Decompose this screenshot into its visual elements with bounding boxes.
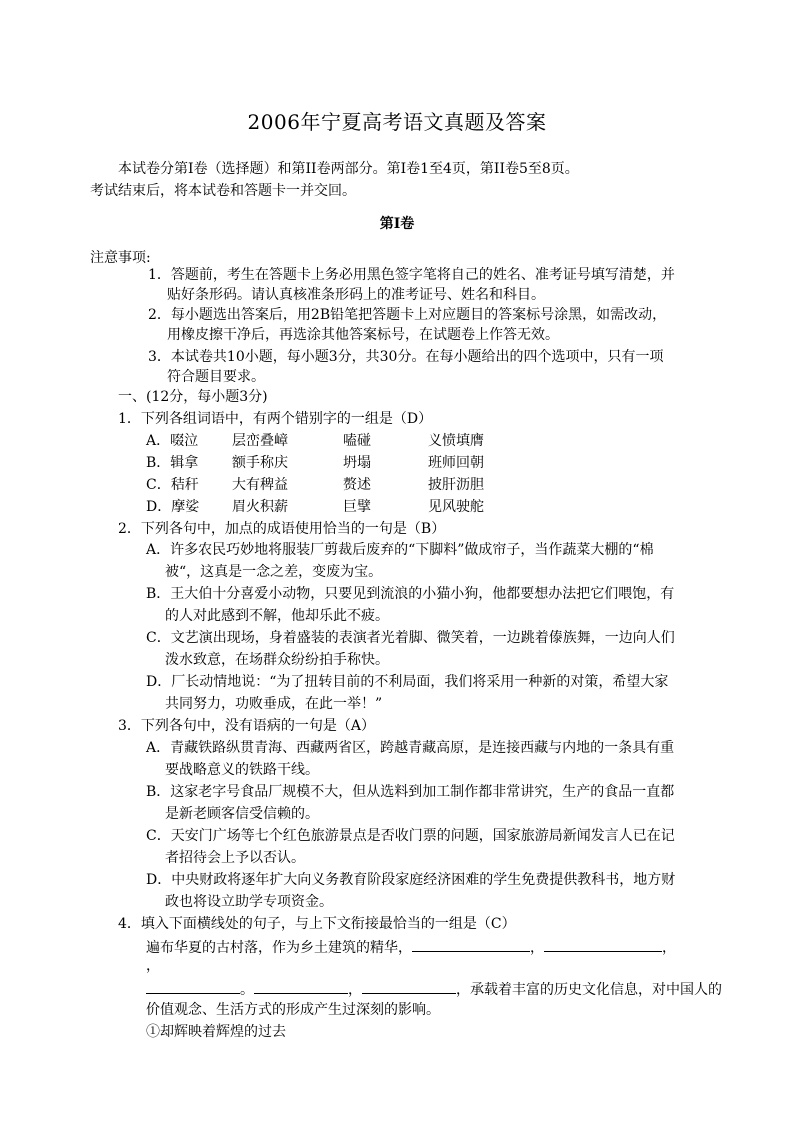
- q2-option-a-line-2: 被“，这真是一念之差，变废为宝。: [165, 564, 383, 580]
- q4-text-line-4: 价值观念、生活方式的形成产生过深刻的影响。: [146, 1002, 440, 1018]
- q3-option-d-line-1: D．中央财政将逐年扩大向义务教育阶段家庭经济困难的学生免费提供教科书，地方财: [146, 872, 676, 888]
- note-1-line-2: 贴好条形码。请认真核准条形码上的准考证号、姓名和科目。: [167, 287, 545, 303]
- answer-blank-2: [544, 935, 662, 952]
- question-4: 4．填入下面横线处的句子，与上下文衔接最恰当的一组是（C）: [118, 916, 516, 932]
- q4-stray-comma: ，: [146, 958, 160, 974]
- q1-option-a-word-4: 义愤填膺: [428, 433, 484, 449]
- q4-text-line-1: [146, 935, 676, 959]
- q2-option-a-line-1: A．许多农民巧妙地将服装厂剪裁后废弃的“下脚料”做成帘子，当作蔬菜大棚的“棉: [146, 542, 654, 558]
- q1-option-d-word-3: 巨擘: [343, 499, 371, 515]
- question-3: 3．下列各句中，没有语病的一句是（A）: [118, 718, 376, 734]
- intro-line-2: 考试结束后，将本试卷和答题卡一并交回。: [90, 183, 356, 199]
- q4-text-line-3: [146, 977, 722, 1001]
- note-1-line-1: 1．答题前，考生在答题卡上务必用黑色签字笔将自己的姓名、准考证号填写清楚，并: [148, 267, 675, 283]
- q3-option-a-line-1: A．青藏铁路纵贯青海、西藏两省区，跨越青藏高原，是连接西藏与内地的一条具有重: [146, 740, 675, 756]
- section-1-heading: 一、(12分，每小题3分): [118, 389, 268, 405]
- q4-comma-2: ，: [662, 940, 676, 956]
- q1-option-b-word-1: B．辑拿: [146, 455, 199, 471]
- q1-option-c-word-4: 披肝沥胆: [428, 477, 484, 493]
- answer-blank-3: [146, 977, 240, 994]
- q3-option-b-line-1: B．这家老字号食品厂规模不大，但从选料到加工制作都非常讲究，生产的食品一直都: [146, 784, 675, 800]
- answer-blank-4: [254, 977, 348, 994]
- intro-line-1: 本试卷分第Ⅰ卷（选择题）和第II卷两部分。第Ⅰ卷1至4页，第II卷5至8页。: [118, 161, 579, 177]
- q1-option-d-word-4: 见风驶舵: [428, 499, 484, 515]
- q3-option-c-line-2: 者招待会上予以否认。: [165, 850, 305, 866]
- q4-comma-3: ，: [348, 982, 362, 998]
- q3-option-b-line-2: 是新老顾客信受信赖的。: [165, 806, 319, 822]
- q1-option-a-word-3: 嗑碰: [343, 433, 371, 449]
- note-2-line-1: 2．每小题选出答案后，用2B铅笔把答题卡上对应题目的答案标号涂黑，如需改动，: [148, 307, 667, 323]
- q1-option-b-word-3: 坍塌: [343, 455, 371, 471]
- q1-option-a-word-1: A．啜泣: [146, 433, 199, 449]
- q1-option-b-word-4: 班师回朝: [428, 455, 484, 471]
- q1-option-d-word-1: D．摩娑: [146, 499, 200, 515]
- q2-option-b-line-1: B．王大伯十分喜爱小动物，只要见到流浪的小猫小狗，他都要想办法把它们喂饱，有: [146, 586, 675, 602]
- note-2-line-2: 用橡皮擦干净后，再选涂其他答案标号，在试题卷上作答无效。: [167, 327, 559, 343]
- q1-option-c-word-3: 赘述: [343, 477, 371, 493]
- answer-blank-1: [412, 935, 530, 952]
- volume-heading: 第Ⅰ卷: [379, 216, 415, 232]
- q4-comma-1: ，: [530, 940, 544, 956]
- q1-option-b-word-2: 额手称庆: [232, 455, 288, 471]
- q2-option-c-line-1: C．文艺演出现场，身着盛装的表演者光着脚、微笑着，一边跳着傣族舞，一边向人们: [146, 630, 675, 646]
- q3-option-d-line-2: 政也将设立助学专项资金。: [165, 894, 333, 910]
- q1-option-c-word-1: C．秸秆: [146, 477, 199, 493]
- q1-option-c-word-2: 大有稗益: [232, 477, 288, 493]
- document-title: 2006年宁夏高考语文真题及答案: [247, 110, 547, 134]
- q3-option-a-line-2: 要战略意义的铁路干线。: [165, 762, 319, 778]
- notes-heading: 注意事项:: [90, 250, 151, 266]
- q4-period: 。: [240, 982, 254, 998]
- question-2: 2．下列各句中，加点的成语使用恰当的一句是（B）: [118, 521, 446, 537]
- q2-option-b-line-2: 的人对此感到不解，他却乐此不疲。: [165, 608, 389, 624]
- q2-option-c-line-2: 泼水致意，在场群众纷纷拍手称快。: [165, 652, 389, 668]
- q2-option-d-line-2: 共同努力，功败垂成，在此一举！”: [165, 696, 383, 712]
- q4-text-tail: ，承载着丰富的历史文化信息，对中国人的: [456, 982, 722, 998]
- q1-option-d-word-2: 眉火积薪: [232, 499, 288, 515]
- q4-option-1: ①却辉映着辉煌的过去: [146, 1024, 286, 1040]
- q4-text-start: 遍布华夏的古村落，作为乡土建筑的精华，: [146, 940, 412, 956]
- note-3-line-1: 3．本试卷共10小题，每小题3分，共30分。在每小题给出的四个选项中，只有一项: [148, 349, 664, 365]
- q2-option-d-line-1: D．厂长动情地说：“为了扭转目前的不利局面，我们将采用一种新的对策，希望大家: [146, 674, 669, 690]
- answer-blank-5: [362, 977, 456, 994]
- q3-option-c-line-1: C．天安门广场等七个红色旅游景点是否收门票的问题，国家旅游局新闻发言人已在记: [146, 828, 675, 844]
- q1-option-a-word-2: 层峦叠嶂: [232, 433, 288, 449]
- question-1: 1．下列各组词语中，有两个错别字的一组是（D）: [118, 411, 433, 427]
- note-3-line-2: 符合题目要求。: [167, 369, 265, 385]
